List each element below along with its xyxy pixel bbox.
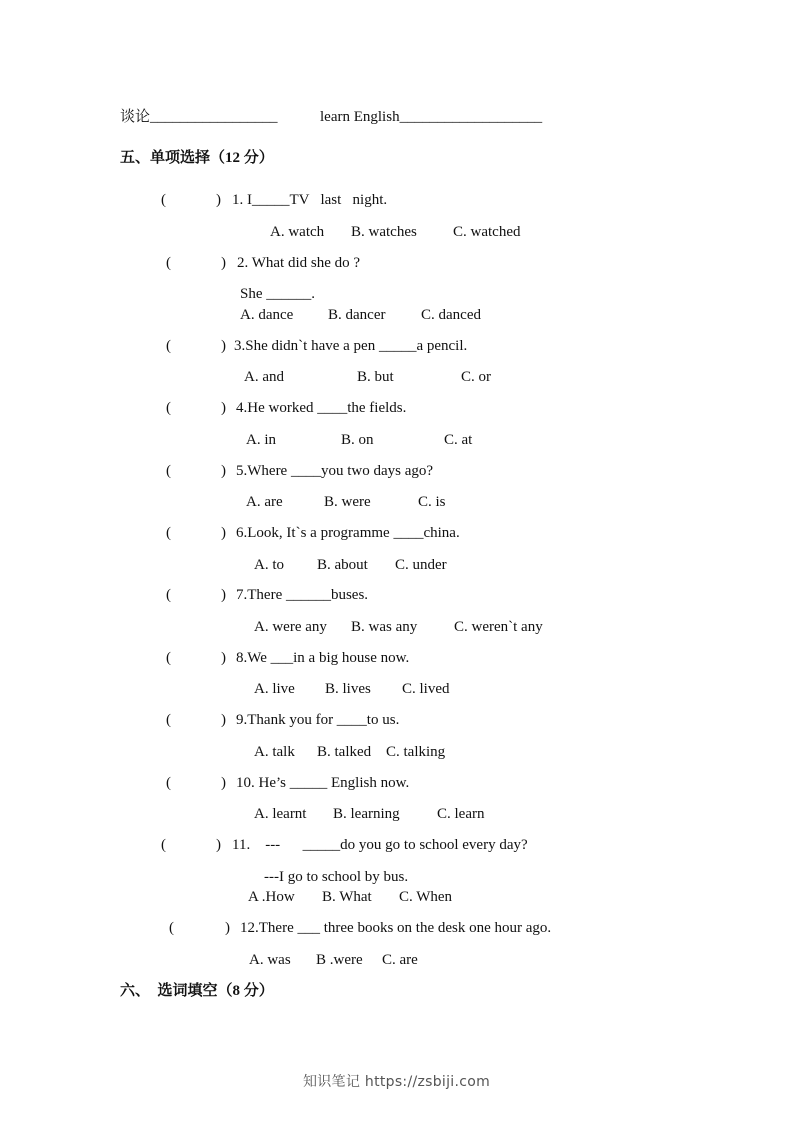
option-a: A. are <box>246 494 283 510</box>
option-b: B. lives <box>325 681 371 697</box>
option-b: B. on <box>341 432 374 448</box>
answer-paren-close: ) <box>221 587 226 603</box>
option-a: A. to <box>254 557 284 573</box>
answer-paren-open: ( <box>166 775 171 791</box>
question-stem: 8.We ___in a big house now. <box>236 650 410 666</box>
answer-paren-close: ) <box>221 255 226 271</box>
answer-paren-open: ( <box>166 525 171 541</box>
option-b: B. talked <box>317 744 372 760</box>
question-stem: 1. I_____TV last night. <box>232 192 388 208</box>
option-c: C. or <box>461 369 491 385</box>
option-b: B. What <box>322 889 372 905</box>
option-b: B. about <box>317 557 368 573</box>
question-stem: 11. --- _____do you go to school every day? <box>232 837 528 853</box>
answer-paren-close: ) <box>216 837 221 853</box>
option-a: A. was <box>249 952 291 968</box>
option-c: C. lived <box>402 681 450 697</box>
question-stem: 2. What did she do ? <box>237 255 361 271</box>
option-b: B. learning <box>333 806 400 822</box>
option-a: A. talk <box>254 744 295 760</box>
question-stem: 3.She didn`t have a pen _____a pencil. <box>234 338 468 354</box>
option-c: C. watched <box>453 224 521 240</box>
option-c: C. under <box>395 557 447 573</box>
question-stem: 4.He worked ____the fields. <box>236 400 407 416</box>
answer-paren-close: ) <box>221 400 226 416</box>
answer-paren-close: ) <box>221 712 226 728</box>
option-c: C. learn <box>437 806 485 822</box>
answer-line: She ______. <box>240 286 315 302</box>
question-stem: 9.Thank you for ____to us. <box>236 712 400 728</box>
answer-paren-close: ) <box>221 463 226 479</box>
question-stem: 10. He’s _____ English now. <box>236 775 410 791</box>
question-stem: 5.Where ____you two days ago? <box>236 463 434 479</box>
option-a: A .How <box>248 889 295 905</box>
top-line-item-1: 谈论_________________ <box>120 109 278 125</box>
footer-watermark: 知识笔记 https://zsbiji.com <box>302 1074 491 1090</box>
answer-paren-close: ) <box>221 525 226 541</box>
answer-paren-open: ( <box>166 587 171 603</box>
option-b: B. were <box>324 494 371 510</box>
answer-paren-open: ( <box>166 463 171 479</box>
option-c: C. danced <box>421 307 481 323</box>
answer-line: ---I go to school by bus. <box>264 869 409 885</box>
answer-paren-close: ) <box>216 192 221 208</box>
option-a: A. dance <box>240 307 294 323</box>
question-stem: 7.There ______buses. <box>236 587 369 603</box>
option-c: C. are <box>382 952 418 968</box>
option-b: B. was any <box>351 619 418 635</box>
option-c: C. is <box>418 494 446 510</box>
option-a: A. learnt <box>254 806 307 822</box>
option-a: A. and <box>244 369 284 385</box>
answer-paren-open: ( <box>166 650 171 666</box>
section-5-title: 五、单项选择（12 分） <box>120 150 274 166</box>
question-stem: 12.There ___ three books on the desk one hour ago. <box>240 920 552 936</box>
option-b: B. watches <box>351 224 417 240</box>
option-a: A. live <box>254 681 295 697</box>
option-a: A. in <box>246 432 276 448</box>
answer-paren-open: ( <box>166 400 171 416</box>
answer-paren-open: ( <box>161 837 166 853</box>
top-line-item-2: learn English___________________ <box>320 109 543 125</box>
answer-paren-open: ( <box>166 255 171 271</box>
answer-paren-open: ( <box>166 712 171 728</box>
option-c: C. weren`t any <box>454 619 543 635</box>
option-b: B. but <box>357 369 394 385</box>
question-stem: 6.Look, It`s a programme ____china. <box>236 525 460 541</box>
option-b: B .were <box>316 952 363 968</box>
option-a: A. watch <box>270 224 325 240</box>
answer-paren-close: ) <box>221 338 226 354</box>
section-6-title: 六、 选词填空（8 分） <box>120 983 274 999</box>
option-c: C. When <box>399 889 453 905</box>
option-a: A. were any <box>254 619 327 635</box>
answer-paren-close: ) <box>221 650 226 666</box>
option-b: B. dancer <box>328 307 386 323</box>
option-c: C. at <box>444 432 473 448</box>
answer-paren-close: ) <box>221 775 226 791</box>
option-c: C. talking <box>386 744 446 760</box>
answer-paren-open: ( <box>166 338 171 354</box>
answer-paren-open: ( <box>161 192 166 208</box>
answer-paren-close: ) <box>225 920 230 936</box>
answer-paren-open: ( <box>169 920 174 936</box>
